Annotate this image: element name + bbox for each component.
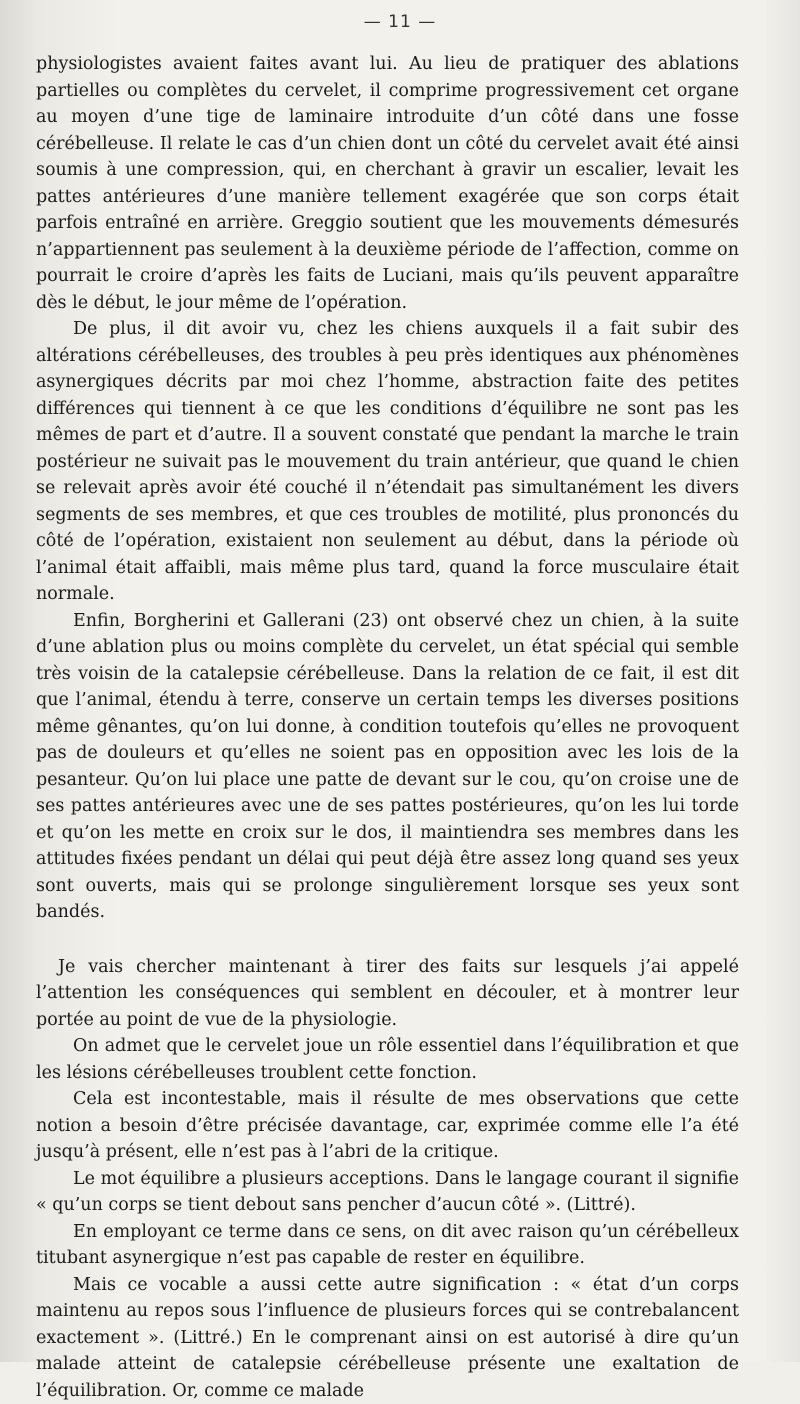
paragraph: On admet que le cervelet joue un rôle essentiel dans l’équilibration et que les lésions cérébelleuses troublent cette fonction. [36,1033,739,1086]
paragraph: Mais ce vocable a aussi cette autre signification : « état d’un corps maintenu au repos sous l’influence de plusieurs forces qui se contrebalancent exactement ». (Littré.) En le comprenant ainsi on est autorisé à dire qu’un malade atteint de catalepsie cérébelleuse présente une exaltation de l’équilibration. Or, comme ce malade [36,1272,739,1404]
paragraph: Le mot équilibre a plusieurs acceptions. Dans le langage courant il signifie « qu’un corps se tient debout sans pencher d’aucun côté ». (Littré). [36,1166,739,1219]
paragraph: Enfin, Borgherini et Gallerani (23) ont observé chez un chien, à la suite d’une ablation plus ou moins complète du cervelet, un état spécial qui semble très voisin de la catalepsie cérébelleuse. Dans la relation de ce fait, il est dit que l’animal, étendu à terre, conserve un certain temps les diverses positions même gênantes, qu’on lui donne, à condition toutefois qu’elles ne provoquent pas de douleurs et qu’elles ne soient pas en opposition avec les lois de la pesanteur. Qu’on lui place une patte de devant sur le cou, qu’on croise une de ses pattes antérieures avec une de ses pattes postérieures, qu’on les lui torde et qu’on les mette en croix sur le dos, il maintiendra ses membres dans les attitudes fixées pendant un délai qui peut déjà être assez long quand ses yeux sont ouverts, mais qui se prolonge singulièrement lorsque ses yeux sont bandés. [36,608,739,926]
paragraph: En employant ce terme dans ce sens, on dit avec raison qu’un cérébelleux titubant asynergique n’est pas capable de rester en équilibre. [36,1219,739,1272]
paragraph-section-start: Je vais chercher maintenant à tirer des faits sur lesquels j’ai appelé l’attention les conséquences qui semblent en découler, et à montrer leur portée au point de vue de la physiologie. [36,954,739,1034]
paragraph: Cela est incontestable, mais il résulte de mes observations que cette notion a besoin d’être précisée davantage, car, exprimée comme elle l’a été jusqu’à présent, elle n’est pas à l’abri de la critique. [36,1086,739,1166]
paragraph-continued: physiologistes avaient faites avant lui. Au lieu de pratiquer des ablations partielles ou complètes du cervelet, il comprime progressivement cet organe au moyen d’une tige de laminaire introduite d’un côté dans une fosse cérébelleuse. Il relate le cas d’un chien dont un côté du cervelet avait été ainsi soumis à une compression, qui, en cherchant à gravir un escalier, levait les pattes antérieures d’une manière tellement exagérée que son corps était parfois entraîné en arrière. Greggio soutient que les mouvements démesurés n’appartiennent pas seulement à la deuxième période de l’affection, comme on pourrait le croire d’après les faits de Luciani, mais qu’ils peuvent apparaître dès le début, le jour même de l’opération. [36,51,739,316]
page-number: — 11 — [0,12,800,32]
paragraph: De plus, il dit avoir vu, chez les chiens auxquels il a fait subir des altérations cérébelleuses, des troubles à peu près identiques aux phénomènes asynergiques décrits par moi chez l’homme, abstraction faite des petites différences qui tiennent à ce que les conditions d’équilibre ne sont pas les mêmes de part et d’autre. Il a souvent constaté que pendant la marche le train postérieur ne suivait pas le mouvement du train antérieur, que quand le chien se relevait après avoir été couché il n’étendait pas simultanément les divers segments de ses membres, et que ces troubles de motilité, plus prononcés du côté de l’opération, existaient non seulement au début, dans la période où l’animal était affaibli, mais même plus tard, quand la force musculaire était normale. [36,316,739,608]
body-text [36,51,739,1404]
